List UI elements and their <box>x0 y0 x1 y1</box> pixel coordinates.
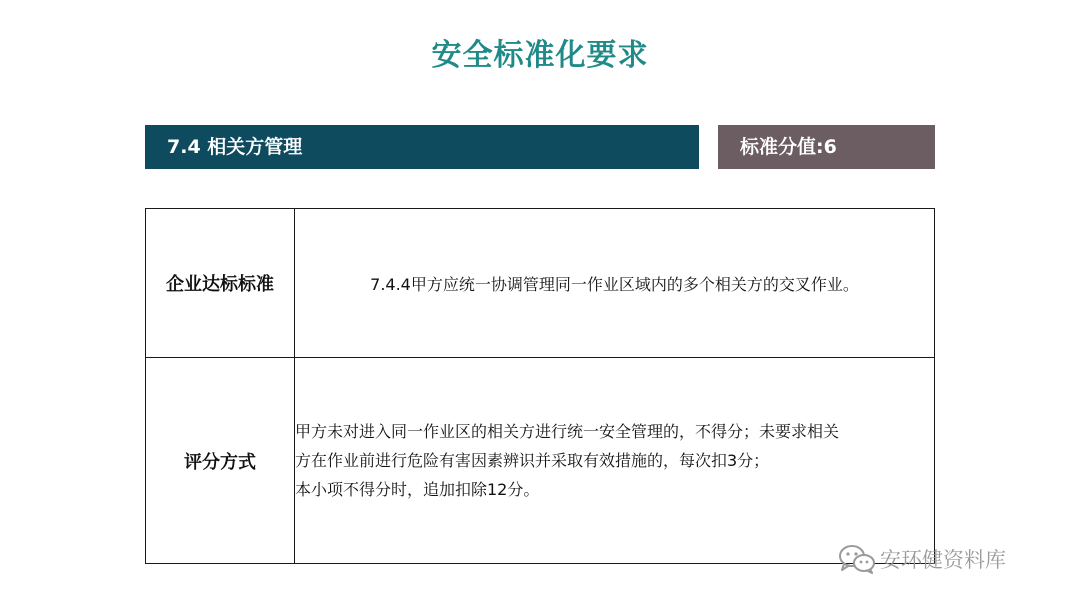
watermark <box>838 542 1006 576</box>
scoring-line: 本小项不得分时，追加扣除12分。 <box>295 480 540 499</box>
table-row <box>146 358 935 564</box>
criteria-table <box>145 208 935 564</box>
page-title: 安全标准化要求 <box>431 38 649 73</box>
scoring-content <box>295 358 935 564</box>
standard-content: 7.4.4甲方应统一协调管理同一作业区域内的多个相关方的交叉作业。 <box>295 209 935 358</box>
scoring-label: 评分方式 <box>146 358 295 564</box>
section-heading: 7.4 相关方管理 <box>145 125 699 169</box>
standard-label: 企业达标标准 <box>146 209 295 358</box>
scoring-line: 甲方未对进入同一作业区的相关方进行统一安全管理的，不得分；未要求相关 <box>295 422 840 441</box>
table-row <box>146 209 935 358</box>
scoring-line: 方在作业前进行危险有害因素辨识并采取有效措施的，每次扣3分； <box>295 451 770 470</box>
watermark-text: 安环健资料库 <box>880 548 1006 572</box>
score-badge: 标准分值:6 <box>718 125 935 169</box>
wechat-icon <box>838 544 876 574</box>
